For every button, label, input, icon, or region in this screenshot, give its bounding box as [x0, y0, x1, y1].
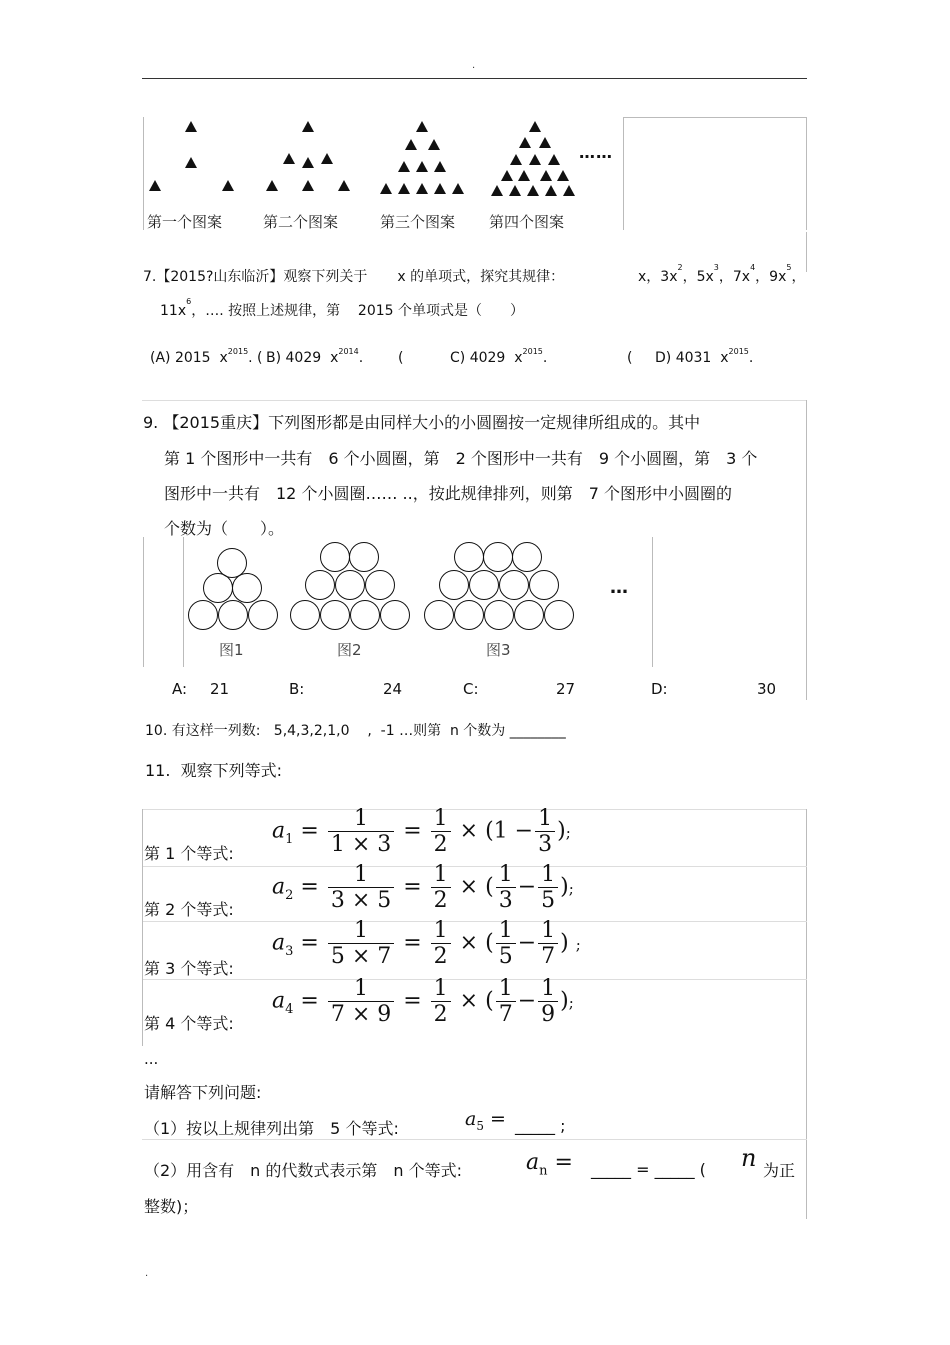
equation-row-4: [144, 976, 804, 1036]
q11-ask: 请解答下列问题:: [144, 1083, 262, 1102]
equation-1: $a_1$ = $\frac{1}{1 \times 3}$ = $\frac{1}{2}$ × (1 − $\frac{1}{3}$ );: [272, 806, 571, 857]
header-dot: .: [472, 60, 476, 71]
circle-icon: [380, 600, 410, 630]
triangle-icon: [529, 121, 541, 132]
triangle-pattern-figure: [143, 117, 808, 232]
triangle-icon: [548, 154, 560, 165]
circle-icon: [512, 542, 542, 572]
triangle-icon: [434, 183, 446, 194]
q9-line4: 个数为（ ）。: [164, 519, 285, 538]
fig-label-3: 图3: [486, 641, 511, 659]
circle-icon: [290, 600, 320, 630]
equation-2: $a_2$ = $\frac{1}{3 \times 5}$ = $\frac{1}{2}$ × ( $\frac{1}{3}$ − $\frac{1}{5}$ );: [272, 862, 574, 913]
pattern-caption-1: 第一个图案: [147, 213, 223, 231]
footer-dot: .: [145, 1268, 149, 1279]
triangle-icon: [416, 121, 428, 132]
circle-icon: [514, 600, 544, 630]
triangle-icon: [416, 183, 428, 194]
q9-option-b-value: 24: [383, 680, 403, 698]
circle-icon: [248, 600, 278, 630]
triangle-icon: [519, 137, 531, 148]
triangle-icon: [509, 185, 521, 196]
q7-line2: $11x^6$，…. 按照上述规律，第 2015 个单项式是（ ）: [160, 297, 525, 319]
triangle-icon: [557, 170, 569, 181]
circle-icon: [454, 600, 484, 630]
q7-line1: 7.【2015?山东临沂】观察下列关于 x 的单项式，探究其规律：: [143, 269, 565, 285]
triangle-icon: [380, 183, 392, 194]
circle-icon: [365, 570, 395, 600]
triangle-icon: [527, 185, 539, 196]
q9-line1: 9. 【2015重庆】下列图形都是由同样大小的小圆圈按一定规律所组成的。其中: [143, 413, 701, 432]
equation-row-2: [144, 862, 804, 920]
triangle-icon: [321, 153, 333, 164]
triangle-icon: [405, 139, 417, 150]
circle-icon: [483, 542, 513, 572]
q11-dots: ...: [144, 1050, 159, 1068]
part2-answer-blanks[interactable]: _____ = _____ (: [591, 1160, 706, 1179]
triangle-icon: [529, 154, 541, 165]
q9-option-c-letter: C:: [463, 680, 479, 698]
q7-terms: x，$3x^2$，$5x^3$，$7x^4$，$9x^5$，: [638, 263, 806, 285]
circle-icon: [305, 570, 335, 600]
equation-label-1: 第 1 个等式:: [144, 844, 234, 863]
equation-row-3: [144, 918, 804, 978]
triangle-icon: [398, 161, 410, 172]
triangle-icon: [149, 180, 161, 191]
q7-option-c-paren: (: [398, 350, 404, 366]
circle-icon: [439, 570, 469, 600]
fig-label-1: 图1: [219, 641, 244, 659]
q7-options: [150, 347, 770, 372]
q9-option-b-letter: B:: [289, 680, 305, 698]
q9-option-a-value: 21: [210, 680, 230, 698]
triangle-icon: [563, 185, 575, 196]
circle-icon: [350, 600, 380, 630]
triangle-icon: [545, 185, 557, 196]
q9-option-a-letter: A:: [172, 680, 188, 698]
circle-icon: [188, 600, 218, 630]
q11-part2: （2）用含有 n 的代数式表示第 n 个等式: $a_n$ = _____ = _____ ( n 为正 整数)；: [144, 1144, 796, 1216]
q7-option-c: C) 4029 $x^{2015}$.: [450, 347, 548, 366]
q10-line: 10. 有这样一列数: 5,4,3,2,1,0 , -1 …则第 n 个数为 ________: [145, 723, 566, 739]
q11-part1: （1）按以上规律列出第 5 个等式: $a_5$ = _____ ;: [144, 1108, 566, 1138]
triangle-icon: [428, 139, 440, 150]
pattern-caption-3: 第三个图案: [380, 213, 456, 231]
circle-ellipsis: …: [610, 577, 628, 598]
q7-option-b: B) 4029 $x^{2014}$.: [266, 347, 364, 366]
equation-row-1: [144, 806, 804, 866]
circle-icon: [335, 570, 365, 600]
triangle-icon: [302, 121, 314, 132]
q9-line3: 图形中一共有 12 个小圆圈…… ..，按此规律排列，则第 7 个图形中小圆圈的: [164, 484, 732, 503]
part1-answer-blank[interactable]: _____ ;: [515, 1116, 566, 1135]
q9-options: [172, 680, 792, 702]
q9-option-d-value: 30: [757, 680, 777, 698]
circle-icon: [424, 600, 454, 630]
q9-option-d-letter: D:: [651, 680, 668, 698]
equation-4: $a_4$ = $\frac{1}{7 \times 9}$ = $\frac{1}{2}$ × ( $\frac{1}{7}$ − $\frac{1}{9}$ );: [272, 976, 574, 1027]
q9-line2: 第 1 个图形中一共有 6 个小圆圈，第 2 个图形中一共有 9 个小圆圈，第 3 个: [164, 449, 758, 468]
triangle-icon: [510, 154, 522, 165]
circle-icon: [320, 542, 350, 572]
q7-option-a: (A) 2015 $x^{2015}$. (: [150, 347, 263, 366]
circle-icon: [320, 600, 350, 630]
circle-icon: [349, 542, 379, 572]
triangle-icon: [222, 180, 234, 191]
q7-option-d: D) 4031 $x^{2015}$.: [655, 347, 754, 366]
circle-icon: [529, 570, 559, 600]
pattern-caption-2: 第二个图案: [263, 213, 339, 231]
triangle-icon: [491, 185, 503, 196]
triangle-icon: [302, 180, 314, 191]
equation-label-3: 第 3 个等式:: [144, 959, 234, 978]
circle-icon: [484, 600, 514, 630]
circle-icon: [469, 570, 499, 600]
circle-icon: [203, 573, 233, 603]
triangle-icon: [540, 170, 552, 181]
triangle-icon: [416, 161, 428, 172]
q9-option-c-value: 27: [556, 680, 576, 698]
triangle-icon: [501, 170, 513, 181]
triangle-icon: [338, 180, 350, 191]
q7-option-d-paren: (: [627, 350, 633, 366]
circle-pattern-figure: [143, 537, 663, 667]
pattern-ellipsis: ……: [579, 143, 613, 162]
header-rule: [142, 78, 807, 79]
triangle-icon: [452, 183, 464, 194]
pattern-caption-4: 第四个图案: [489, 213, 565, 231]
circle-icon: [218, 600, 248, 630]
triangle-icon: [266, 180, 278, 191]
equation-3: $a_3$ = $\frac{1}{5 \times 7}$ = $\frac{1}{2}$ × ( $\frac{1}{5}$ − $\frac{1}{7}$ ) ;: [272, 918, 581, 969]
triangle-icon: [185, 121, 197, 132]
triangle-icon: [398, 183, 410, 194]
circle-icon: [454, 542, 484, 572]
circle-icon: [232, 573, 262, 603]
triangle-icon: [518, 170, 530, 181]
equation-label-4: 第 4 个等式:: [144, 1014, 234, 1033]
triangle-icon: [185, 157, 197, 168]
triangle-icon: [434, 161, 446, 172]
triangle-icon: [283, 153, 295, 164]
circle-icon: [544, 600, 574, 630]
equation-label-2: 第 2 个等式:: [144, 900, 234, 919]
circle-icon: [499, 570, 529, 600]
triangle-icon: [302, 157, 314, 168]
fig-label-2: 图2: [337, 641, 362, 659]
triangle-icon: [539, 137, 551, 148]
q11-title: 11. 观察下列等式:: [145, 761, 283, 780]
